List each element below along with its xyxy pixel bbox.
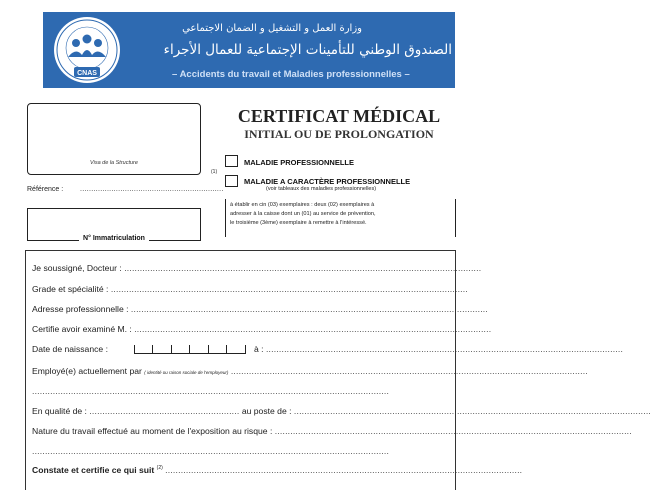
lieu-naissance-label: à : <box>254 344 264 354</box>
constate-footnote: (2) <box>156 465 163 471</box>
constate-label: Constate et certifie ce qui suit <box>32 465 155 475</box>
qualite-row[interactable] <box>32 406 651 418</box>
grade-row[interactable] <box>32 284 468 296</box>
constate-row[interactable] <box>32 465 523 479</box>
instructions-line-1: à établir en cin (03) exemplaires : deux (02) exemplaires à <box>230 202 375 208</box>
maladie-professionnelle-checkbox[interactable] <box>225 155 238 167</box>
visa-structure-box[interactable] <box>27 103 201 175</box>
poste-field[interactable]: .......................................................................................................................................... <box>293 406 651 416</box>
qualite-field[interactable]: .......................................................... <box>89 406 240 416</box>
maladie-professionnelle-label: MALADIE PROFESSIONNELLE <box>244 158 355 167</box>
lieu-naissance-field[interactable]: .......................................................................................................................................... <box>265 344 624 354</box>
grade-field[interactable]: .......................................................................................................................................... <box>110 284 468 294</box>
instructions-line-3: le troisième (3ème) exemplaire à remettre à l'intéressé. <box>230 220 367 226</box>
instructions-line-2: adresser à la caisse dont un (01) au service de prévention, <box>230 211 376 217</box>
constate-field[interactable]: .......................................................................................................................................... <box>165 465 523 475</box>
date-naissance-field[interactable] <box>134 343 246 354</box>
reference-label: Référence : <box>27 186 64 193</box>
employeur-field[interactable]: .......................................................................................................................................... <box>230 366 588 376</box>
certificate-title: CERTIFICAT MÉDICAL <box>237 106 441 126</box>
maladie-caractere-label: MALADIE A CARACTÈRE PROFESSIONNELLE <box>244 177 411 186</box>
certifie-row[interactable] <box>32 324 492 336</box>
cnas-logo <box>52 15 122 85</box>
immatriculation-label: N° Immatriculation <box>79 235 149 242</box>
employeur-row[interactable] <box>32 366 588 378</box>
docteur-row[interactable] <box>32 263 482 275</box>
certifie-label: Certifie avoir examiné M. : <box>32 324 132 334</box>
maladie-caractere-note: (voir tableaux des maladies professionnelles) <box>266 186 377 192</box>
naissance-label: Date de naissance : <box>32 344 108 354</box>
reference-field[interactable]: ................................................................ <box>80 186 224 193</box>
nature-field[interactable]: .......................................................................................................................................... <box>274 426 632 436</box>
nature-label: Nature du travail effectué au moment de l'exposition au risque : <box>32 426 273 436</box>
fund-name-arabic: الصندوق الوطني للتأمينات الإجتماعية للعمال الأجراء <box>163 42 452 58</box>
certifie-field[interactable]: .......................................................................................................................................... <box>134 324 492 334</box>
employeur-label: Employé(e) actuellement par <box>32 366 142 376</box>
maladie-caractere-checkbox[interactable] <box>225 175 238 187</box>
employeur-field-2[interactable]: .......................................................................................................................................... <box>32 386 390 396</box>
docteur-label: Je soussigné, Docteur : <box>32 263 122 273</box>
qualite-label: En qualité de : <box>32 406 87 416</box>
adresse-row[interactable] <box>32 304 488 316</box>
employeur-note: ( identité ou raison sociale de l'employeur) <box>144 370 229 375</box>
instructions-box <box>225 199 456 237</box>
visa-label: Visa de la Structure <box>90 160 138 166</box>
certificate-subtitle: INITIAL OU DE PROLONGATION <box>244 127 434 141</box>
banner-subtitle: – Accidents du travail et Maladies professionnelles – <box>172 69 410 80</box>
adresse-field[interactable]: .......................................................................................................................................... <box>130 304 488 314</box>
employeur-continuation-row[interactable] <box>32 386 448 398</box>
ministry-name-arabic: وزارة العمل و التشغيل و الضمان الاجتماعي <box>182 23 362 34</box>
docteur-field[interactable]: .......................................................................................................................................... <box>124 263 482 273</box>
nature-continuation-row[interactable] <box>32 446 448 458</box>
adresse-label: Adresse professionnelle : <box>32 304 129 314</box>
nature-row[interactable] <box>32 426 632 438</box>
immatriculation-box[interactable] <box>27 208 201 241</box>
nature-field-2[interactable]: .......................................................................................................................................... <box>32 446 390 456</box>
grade-label: Grade et spécialité : <box>32 284 109 294</box>
svg-text:CNAS: CNAS <box>77 70 97 77</box>
lieu-naissance-row[interactable] <box>254 344 624 356</box>
poste-label: au poste de : <box>241 406 292 416</box>
footnote-marker-1: (1) <box>211 169 218 175</box>
